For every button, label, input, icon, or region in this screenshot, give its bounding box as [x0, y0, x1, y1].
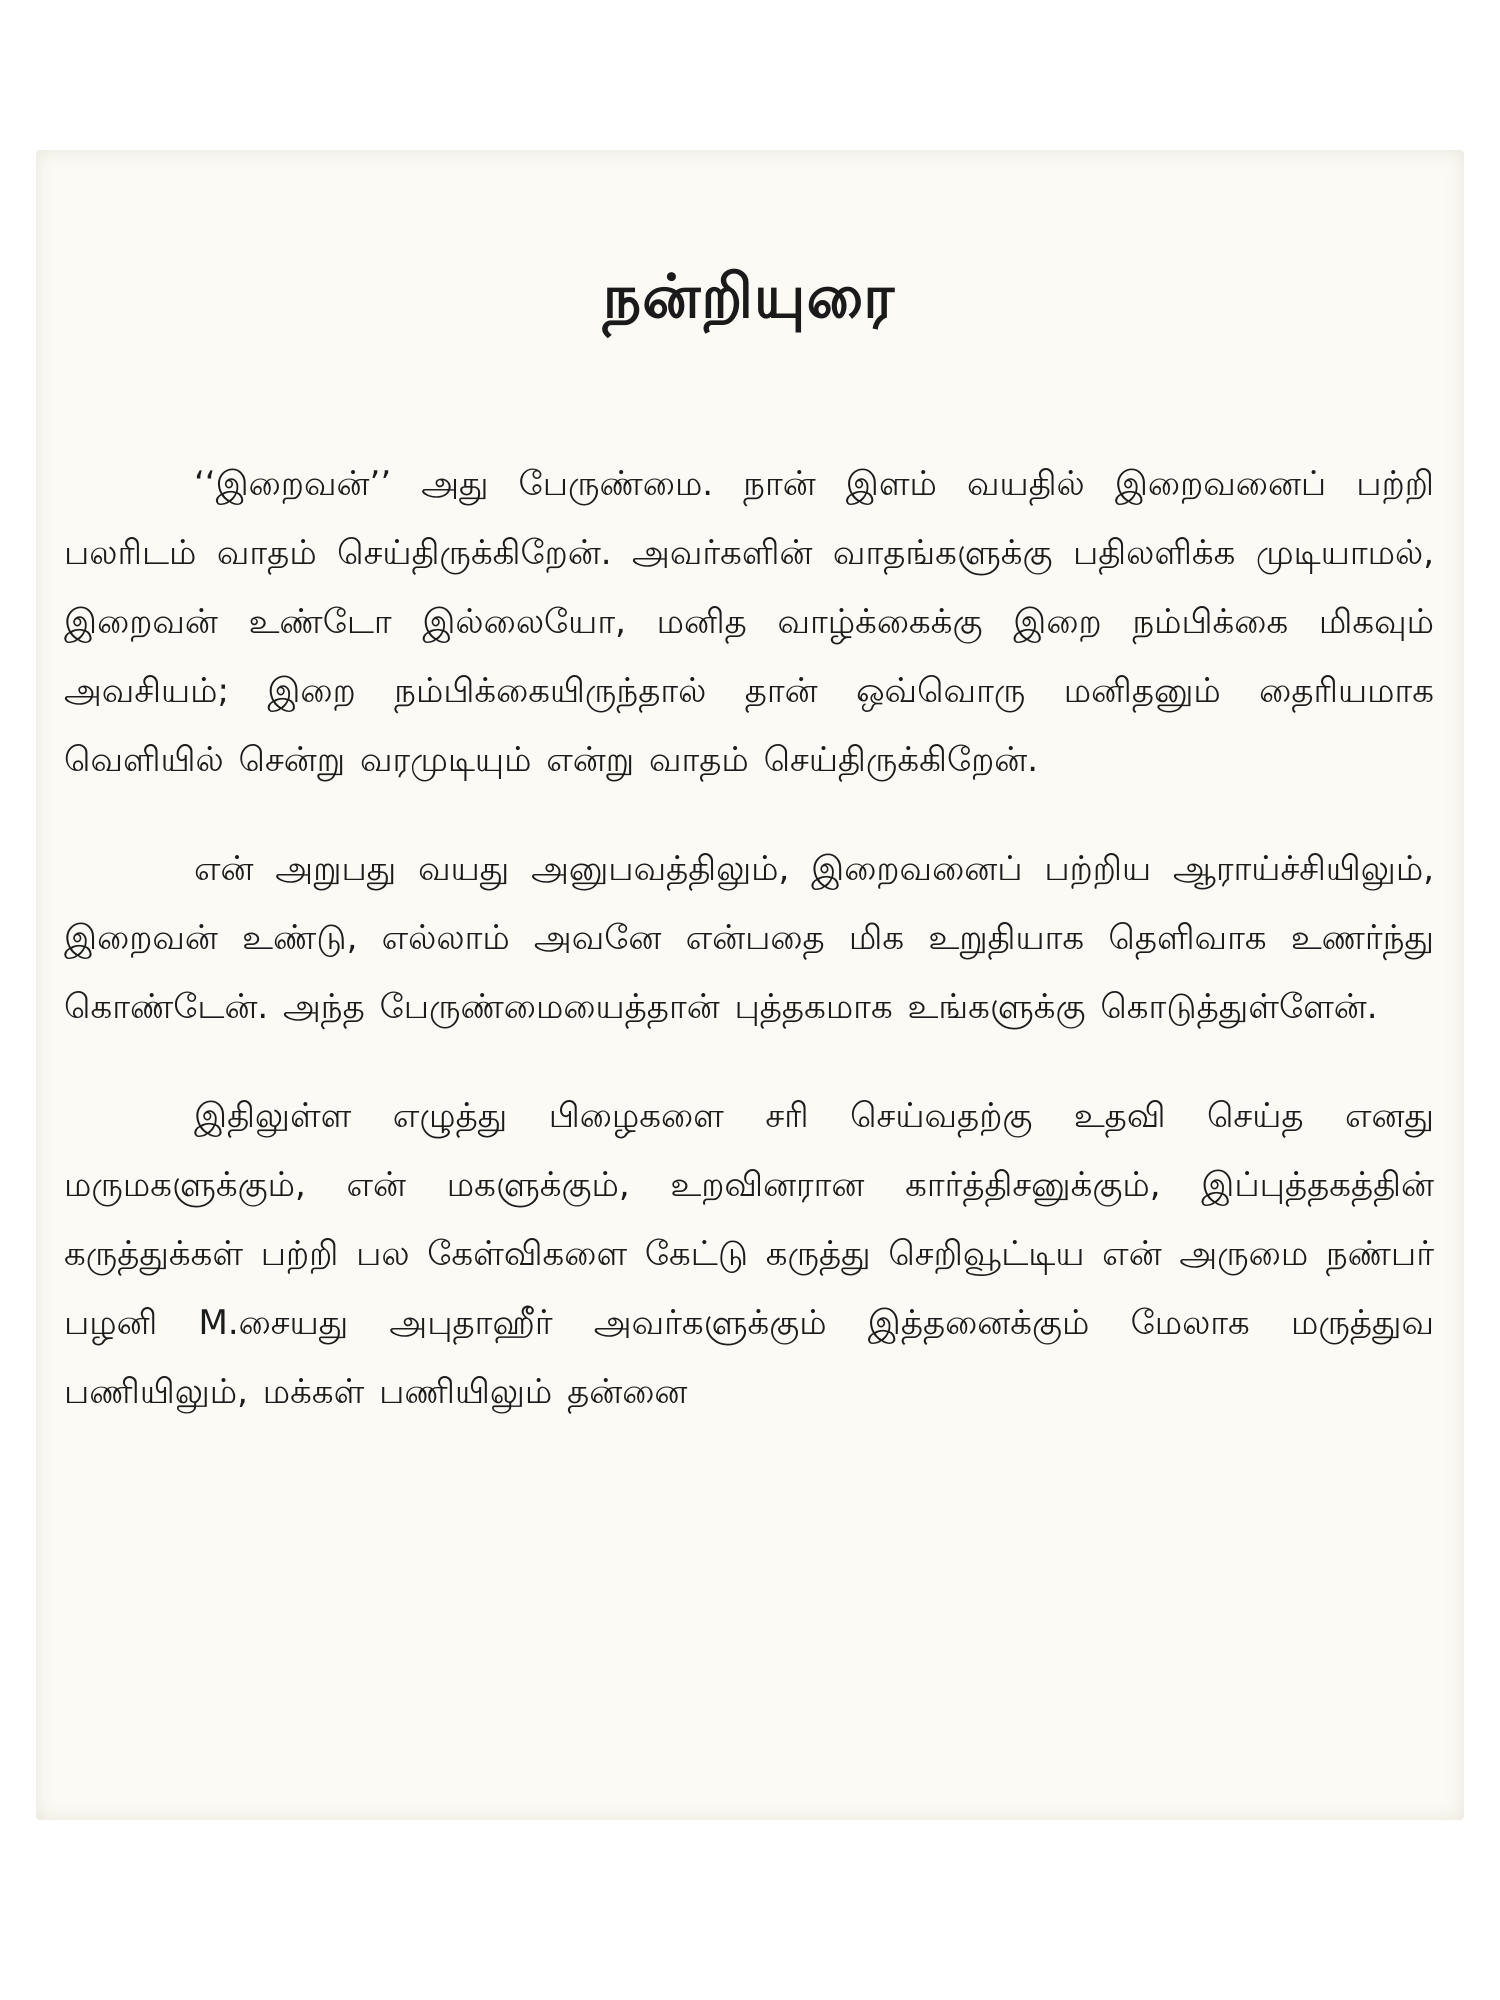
paragraph-2: என் அறுபது வயது அனுபவத்திலும், இறைவனைப் பற்றிய ஆராய்ச்சியிலும், இறைவன் உண்டு, எல்லாம் அவனே என்பதை மிக உறுதியாக தெளிவாக உணர்ந்து கொண்டேன். அந்த பேருண்மையைத்தான் புத்தகமாக உங்களுக்கு கொடுத்துள்ளேன். [64, 849, 1434, 1027]
document-body [64, 262, 1434, 1427]
paragraph-3: இதிலுள்ள எழுத்து பிழைகளை சரி செய்வதற்கு உதவி செய்த எனது மருமகளுக்கும், என் மகளுக்கும், உறவினரான கார்த்திசனுக்கும், இப்புத்தகத்தின் கருத்துக்கள் பற்றி பல கேள்விகளை கேட்டு கருத்து செறிவூட்டிய என் அருமை நண்பர் பழனி M.சையது அபுதாஹீர் அவர்களுக்கும் இத்தனைக்கும் மேலாக மருத்துவ பணியிலும், மக்கள் பணியிலும் தன்னை [64, 1096, 1434, 1412]
page-title: நன்றியுரை [602, 262, 896, 332]
paragraph-1: ‘‘இறைவன்’’ அது பேருண்மை. நான் இளம் வயதில் இறைவனைப் பற்றி பலரிடம் வாதம் செய்திருக்கிறேன். அவர்களின் வாதங்களுக்கு பதிலளிக்க முடியாமல், இறைவன் உண்டோ இல்லையோ, மனித வாழ்க்கைக்கு இறை நம்பிக்கை மிகவும் அவசியம்; இறை நம்பிக்கையிருந்தால் தான் ஒவ்வொரு மனிதனும் தைரியமாக வெளியில் சென்று வரமுடியும் என்று வாதம் செய்திருக்கிறேன். [64, 464, 1434, 780]
